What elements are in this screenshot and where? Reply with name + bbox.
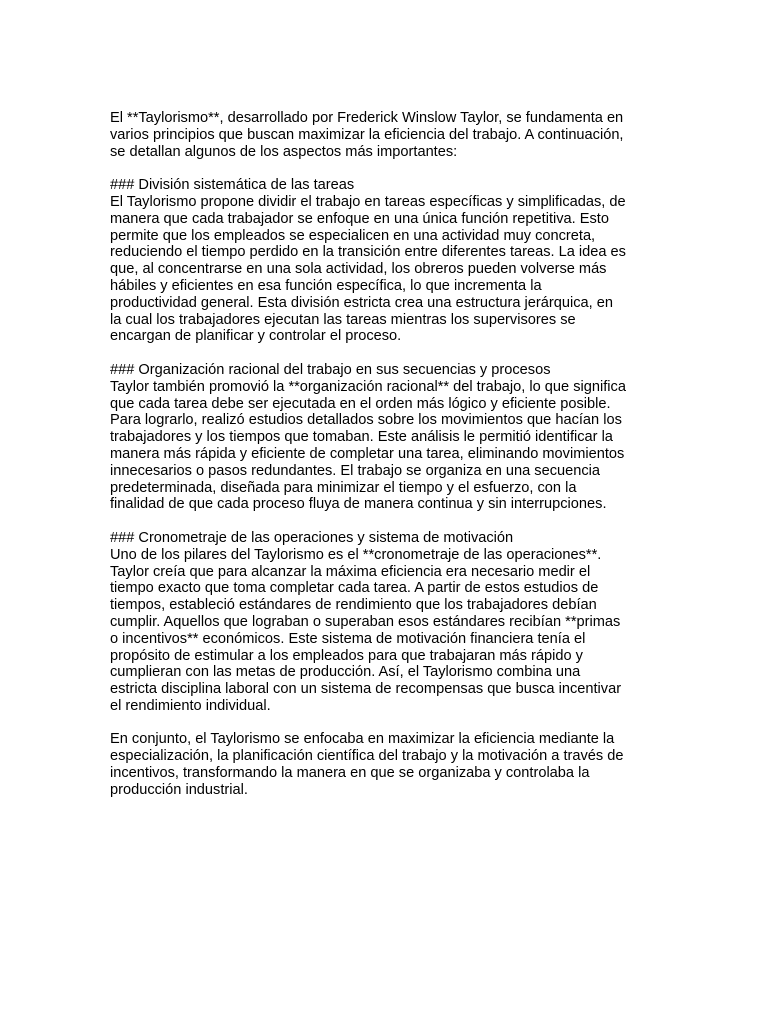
text-line: cumplir. Aquellos que lograban o superaban esos estándares recibían **primas xyxy=(110,613,621,630)
text-line: Para lograrlo, realizó estudios detallados sobre los movimientos que hacían los xyxy=(110,412,622,429)
text-line: encargan de planificar y controlar el proceso. xyxy=(110,328,402,345)
blank-line xyxy=(110,715,670,732)
text-line: varios principios que buscan maximizar la eficiencia del trabajo. A continuación, xyxy=(110,126,624,143)
text-line: En conjunto, el Taylorismo se enfocaba en maximizar la eficiencia mediante la xyxy=(110,731,615,748)
text-line: predeterminada, diseñada para minimizar el tiempo y el esfuerzo, con la xyxy=(110,479,577,496)
text-line: especialización, la planificación científica del trabajo y la motivación a través de xyxy=(110,748,624,765)
text-line: Taylor también promovió la **organización racional** del trabajo, lo que significa xyxy=(110,378,626,395)
section-division-sistematica xyxy=(110,177,670,345)
document-text xyxy=(110,110,670,799)
section-heading: ### Cronometraje de las operaciones y sistema de motivación xyxy=(110,529,514,546)
blank-line xyxy=(110,513,670,530)
text-line: que, al concentrarse en una sola actividad, los obreros pueden volverse más xyxy=(110,261,607,278)
text-line: reduciendo el tiempo perdido en la transición entre diferentes tareas. La idea es xyxy=(110,244,626,261)
text-line: propósito de estimular a los empleados para que trabajaran más rápido y xyxy=(110,647,583,664)
blank-line xyxy=(110,345,670,362)
text-line: estricta disciplina laboral con un sistema de recompensas que busca incentivar xyxy=(110,681,622,698)
text-line: Taylor creía que para alcanzar la máxima eficiencia era necesario medir el xyxy=(110,563,591,580)
text-line: productividad general. Esta división estricta crea una estructura jerárquica, en xyxy=(110,294,613,311)
text-line: tiempos, estableció estándares de rendimiento que los trabajadores debían xyxy=(110,597,597,614)
text-line: la cual los trabajadores ejecutan las tareas mientras los supervisores se xyxy=(110,311,576,328)
paragraph-conclusion xyxy=(110,731,670,798)
text-line: o incentivos** económicos. Este sistema de motivación financiera tenía el xyxy=(110,630,586,647)
text-line: El **Taylorismo**, desarrollado por Frederick Winslow Taylor, se fundamenta en xyxy=(110,110,624,126)
section-organizacion-racional xyxy=(110,362,670,513)
text-line: permite que los empleados se especialicen en una actividad muy concreta, xyxy=(110,227,596,244)
section-heading: ### División sistemática de las tareas xyxy=(110,177,355,194)
blank-line xyxy=(110,160,670,177)
text-line: que cada tarea debe ser ejecutada en el orden más lógico y eficiente posible. xyxy=(110,395,611,412)
text-line: innecesarios o pasos redundantes. El trabajo se organiza en una secuencia xyxy=(110,462,601,479)
text-line: el rendimiento individual. xyxy=(110,697,271,714)
text-line: incentivos, transformando la manera en que se organizaba y controlaba la xyxy=(110,765,590,782)
text-line: tiempo exacto que toma completar cada tarea. A partir de estos estudios de xyxy=(110,580,599,597)
text-line: hábiles y eficientes en esa función específica, lo que incrementa la xyxy=(110,277,542,294)
text-line: producción industrial. xyxy=(110,781,248,798)
paragraph-intro xyxy=(110,110,670,160)
text-line: se detallan algunos de los aspectos más importantes: xyxy=(110,143,458,160)
section-heading: ### Organización racional del trabajo en sus secuencias y procesos xyxy=(110,361,551,378)
text-line: trabajadores y los tiempos que tomaban. Este análisis le permitió identificar la xyxy=(110,429,613,446)
text-line: Uno de los pilares del Taylorismo es el **cronometraje de las operaciones**. xyxy=(110,546,602,563)
section-cronometraje xyxy=(110,530,670,715)
text-line: manera más rápida y eficiente de completar una tarea, eliminando movimientos xyxy=(110,445,625,462)
text-line: El Taylorismo propone dividir el trabajo en tareas específicas y simplificadas, de xyxy=(110,193,626,210)
text-line: manera que cada trabajador se enfoque en una única función repetitiva. Esto xyxy=(110,210,609,227)
text-line: finalidad de que cada proceso fluya de manera continua y sin interrupciones. xyxy=(110,496,607,513)
text-line: cumplieran con las metas de producción. Así, el Taylorismo combina una xyxy=(110,664,581,681)
